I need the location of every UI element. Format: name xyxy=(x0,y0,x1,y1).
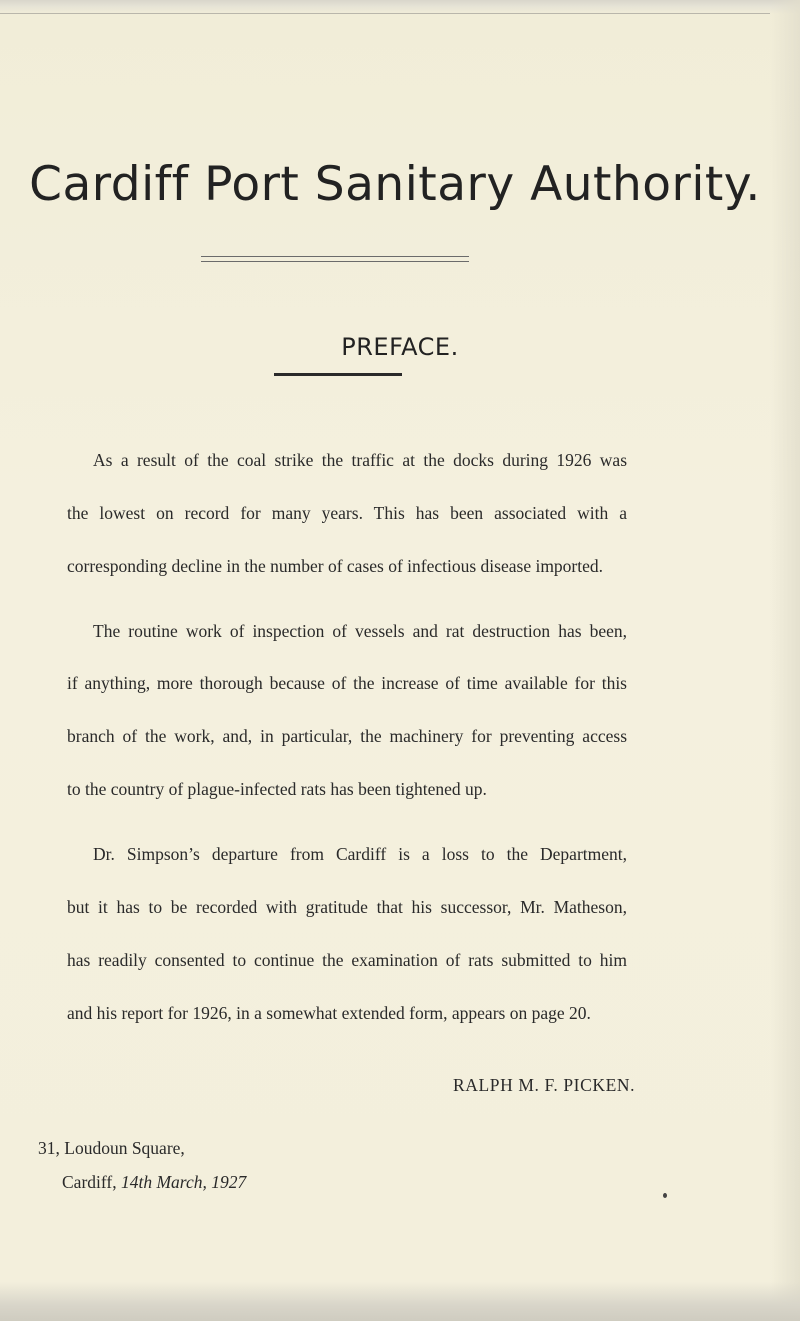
paragraph-2-line-3: branch of the work, and, in particular, the machinery for preventing access xyxy=(67,726,627,746)
paragraph-1-line-3: corresponding decline in the number of cases of infectious disease imported. xyxy=(67,556,604,576)
paragraph-3-line-2: but it has to be recorded with gratitude that his successor, Mr. Matheson, xyxy=(67,897,627,917)
paragraph-3-line-1: Dr. Simpson’s departure from Cardiff is a loss to the Department, xyxy=(93,844,627,864)
page-bottom-edge xyxy=(0,1282,800,1321)
paragraph-2-line-1: The routine work of inspection of vessels and rat destruction has been, xyxy=(93,621,627,641)
page-top-edge xyxy=(0,0,800,14)
address-place: Cardiff, xyxy=(62,1172,117,1192)
address-line-1: 31, Loudoun Square, xyxy=(38,1138,185,1158)
paragraph-3-line-4: and his report for 1926, in a somewhat extended form, appears on page 20. xyxy=(67,1003,591,1023)
paragraph-3-line-3: has readily consented to continue the examination of rats submitted to him xyxy=(67,950,627,970)
heading-underline xyxy=(274,373,402,376)
paragraph-2-line-2: if anything, more thorough because of the increase of time available for this xyxy=(67,673,627,693)
paragraph-1-line-2: the lowest on record for many years. This has been associated with a xyxy=(67,503,627,523)
title-divider xyxy=(201,256,469,262)
preface-heading: PREFACE. xyxy=(341,333,459,361)
paragraph-1-line-1: As a result of the coal strike the traffic at the docks during 1926 was xyxy=(93,450,627,470)
ink-speck xyxy=(663,1193,667,1198)
address-line-2 xyxy=(62,1172,246,1193)
document-title: Cardiff Port Sanitary Authority. xyxy=(29,157,761,212)
paragraph-2-line-4: to the country of plague-infected rats has been tightened up. xyxy=(67,779,487,799)
address-date: 14th March, 1927 xyxy=(120,1172,247,1192)
signature: RALPH M. F. PICKEN. xyxy=(453,1075,636,1095)
page-top-rule xyxy=(0,13,770,14)
